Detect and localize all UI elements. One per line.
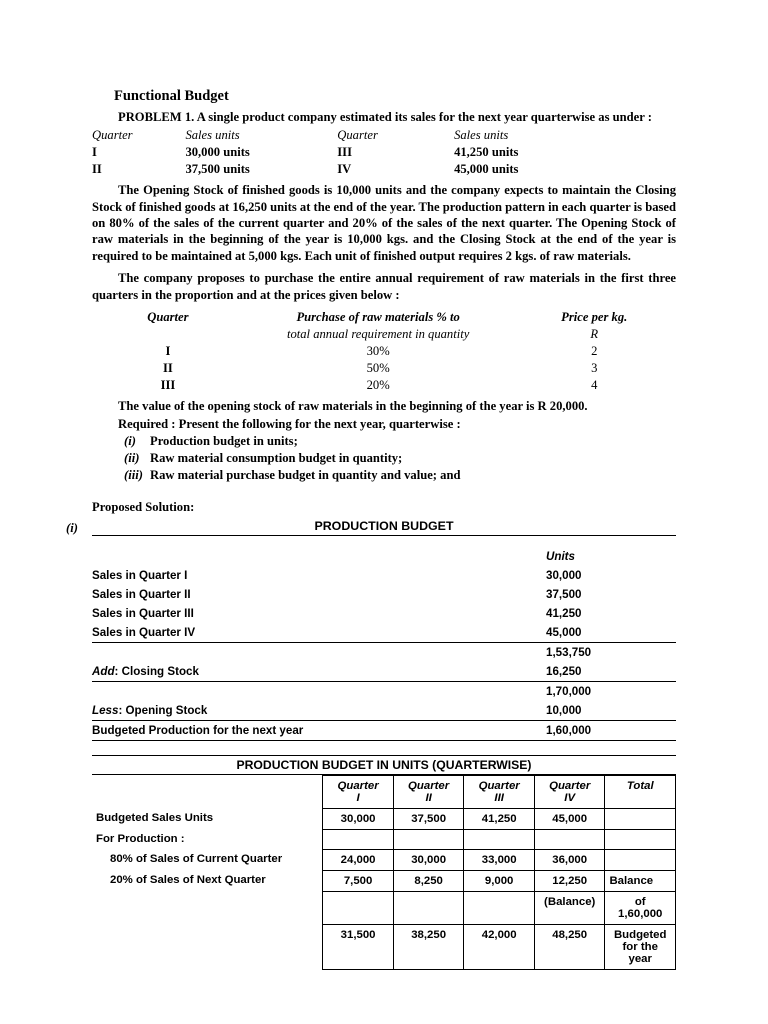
cell-q3 [464,891,535,924]
cell-sales-2: 37,500 units [185,162,250,177]
cell-total [605,829,676,849]
total-value: 1,70,000 [542,681,676,701]
header-sales-left: Sales units [185,128,240,143]
row-label-blank [92,891,323,924]
row-label: Sales in Quarter II [92,587,191,601]
header-line2: III [494,791,504,804]
subtotal-label [92,642,542,662]
problem-intro-text: PROBLEM 1. A single product company estimated its sales for the next year quarterwise as under : [118,110,652,124]
budgeted-production-row [92,720,676,740]
list-item [124,467,676,484]
table-row [92,808,676,829]
row-label-for-production: For Production : [96,833,185,846]
cell-total-budgeted [605,924,676,969]
cell-q2-total: 38,250 [393,924,464,969]
add-label [92,662,542,682]
proposed-solution-label: Proposed Solution: [92,499,195,514]
cell-q2 [393,891,464,924]
less-label-rest: : Opening Stock [118,703,208,717]
header-quarter-3 [464,775,535,808]
subtotal-value: 1,53,750 [542,642,676,662]
header-currency-symbol: R [590,326,599,341]
table-row [92,360,676,377]
sales-estimate-table [92,127,676,178]
cell-q4-balance: (Balance) [534,891,605,924]
add-closing-stock-row [92,662,676,682]
header-total [605,775,676,808]
header-line1: Quarter [549,779,591,792]
table-header-row [92,547,676,566]
row-label-blank [92,924,323,969]
table-row [92,623,676,643]
header-purchase-percent-line2: total annual requirement in quantity [286,326,470,341]
table-row [92,849,676,870]
header-units: Units [546,549,575,563]
add-keyword: Add [92,664,115,678]
header-quarter-1 [323,775,394,808]
cell-q2: 8,250 [393,870,464,891]
row-label-budgeted-sales: Budgeted Sales Units [96,812,214,825]
total-label [92,681,542,701]
production-budget-title: PRODUCTION BUDGET [92,519,676,536]
cell-total-balance: Balance [605,870,676,891]
final-label: Budgeted Production for the next year [92,720,542,740]
header-quarter-4 [534,775,605,808]
cell-q2: 30,000 [393,849,464,870]
table-row [92,924,676,969]
item-number: (ii) [124,450,140,465]
cell-price: 4 [591,377,598,392]
cell-percent: 30% [366,343,390,358]
paragraph-stock: The Opening Stock of finished goods is 10,000 units and the company expects to maintain the Closing Stock of finished goods at 16,250 units at the end of the year. The production pattern in each quarter is based on 80% of the sales of the current quarter and 20% of the sales of the next quarter. The Opening Stock of raw materials in the beginning of the year is 10,000 kgs. and the Closing Stock at the end of the year is required to be maintained at 5,000 kgs. Each unit of finished output requires 2 kgs. of raw materials. [92,183,676,263]
header-line2: I [356,791,360,804]
production-budget-section [66,518,676,741]
cell-sales-1: 30,000 units [185,145,250,160]
item-text: Raw material consumption budget in quantity; [150,450,403,465]
table-row [92,829,676,849]
total-line1: of [634,895,646,908]
cell-q3: 9,000 [464,870,535,891]
cell-q1 [323,829,394,849]
required-intro: Required : Present the following for the next year, quarterwise : [118,417,461,432]
cell-q1: 30,000 [323,808,394,829]
header-line2: IV [564,791,576,804]
paragraph-opening-value: The value of the opening stock of raw materials in the beginning of the year is R 20,000. [118,398,588,413]
header-quarter-2 [393,775,464,808]
cell-q3: 33,000 [464,849,535,870]
less-label [92,701,542,721]
row-label-20-percent: 20% of Sales of Next Quarter [110,874,266,887]
list-item [124,450,676,467]
required-items-list [92,433,676,484]
problem-intro [92,109,676,125]
table-row [92,377,676,394]
less-keyword: Less [92,703,119,717]
row-label: Sales in Quarter I [92,568,188,582]
cell-sales-3: 41,250 units [454,145,519,160]
cell-q4 [534,829,605,849]
cell-q1: 24,000 [323,849,394,870]
header-spacer [92,326,244,343]
item-text: Raw material purchase budget in quantity and value; and [150,467,461,482]
cell-quarter: II [163,360,173,375]
paragraph-purchase: The company proposes to purchase the entire annual requirement of raw materials in the first three quarters in the proportion and at the prices given below : [92,271,676,302]
cell-price: 3 [591,360,598,375]
header-line1: Quarter [337,779,379,792]
cell-quarter: III [160,377,176,392]
row-label: Sales in Quarter III [92,606,194,620]
table-row [92,566,676,585]
cell-percent: 50% [366,360,390,375]
header-line2: II [425,791,432,804]
row-value: 30,000 [546,568,582,582]
item-number: (i) [124,433,136,448]
cell-price: 2 [591,343,598,358]
cell-q3-total: 42,000 [464,924,535,969]
production-budget-table [92,536,676,741]
cell-quarter-3: III [337,145,352,160]
table-header-row [92,309,676,326]
cell-q4: 45,000 [534,808,605,829]
cell-q1: 7,500 [323,870,394,891]
table-subheader-row [92,326,676,343]
purchase-proportion-table [92,309,676,394]
total-after-add-row [92,681,676,701]
header-sales-right: Sales units [454,128,509,143]
header-line1: Quarter [478,779,520,792]
row-label-80-percent: 80% of Sales of Current Quarter [110,853,283,866]
cell-quarter: I [165,343,171,358]
page-title: Functional Budget [114,88,229,104]
header-quarter: Quarter [147,309,189,324]
total-line2: 1,60,000 [618,907,663,920]
item-text: Production budget in units; [150,433,298,448]
spacer-row [92,536,676,547]
header-line1: Quarter [408,779,450,792]
total-line2: for the [622,940,658,953]
row-value: 37,500 [546,587,582,601]
less-value: 10,000 [546,703,582,717]
table-row [92,161,676,178]
table-row [92,343,676,360]
table-row [92,891,676,924]
cell-total [605,808,676,829]
table-header-row [92,775,676,808]
cell-q3: 41,250 [464,808,535,829]
add-label-rest: : Closing Stock [114,664,199,678]
cell-sales-4: 45,000 units [454,162,519,177]
subtotal-row [92,642,676,662]
cell-q2: 37,500 [393,808,464,829]
cell-q4: 12,250 [534,870,605,891]
solution-marker: (i) [66,520,78,535]
header-price-per-kg: Price per kg. [561,309,628,324]
cell-quarter-2: II [92,162,102,177]
cell-q4: 36,000 [534,849,605,870]
header-blank [92,547,542,566]
header-line1: Total [626,779,654,792]
item-number: (iii) [124,467,143,482]
quarterwise-budget-title: PRODUCTION BUDGET IN UNITS (QUARTERWISE) [92,755,676,775]
total-line3: year [628,952,652,965]
cell-total [605,849,676,870]
cell-total-of-amount [605,891,676,924]
table-header-row [92,127,676,144]
header-quarter-left: Quarter [92,128,133,143]
final-value: 1,60,000 [542,720,676,740]
total-line1: Budgeted [613,928,667,941]
row-label: Sales in Quarter IV [92,625,196,639]
table-row [92,604,676,623]
list-item [124,433,676,450]
cell-quarter-1: I [92,145,97,160]
cell-q2 [393,829,464,849]
cell-q4-total: 48,250 [534,924,605,969]
cell-percent: 20% [366,377,390,392]
row-value: 45,000 [546,625,582,639]
table-row [92,870,676,891]
header-quarter-right: Quarter [337,128,378,143]
header-purchase-percent: Purchase of raw materials % to [296,309,460,324]
cell-q1 [323,891,394,924]
header-blank [92,775,323,808]
cell-q1-total: 31,500 [323,924,394,969]
table-row [92,144,676,161]
cell-quarter-4: IV [337,162,352,177]
cell-q3 [464,829,535,849]
quarterwise-budget-table [92,775,676,970]
row-value: 41,250 [546,606,582,620]
add-value: 16,250 [546,664,582,678]
table-row [92,585,676,604]
less-opening-stock-row [92,701,676,721]
